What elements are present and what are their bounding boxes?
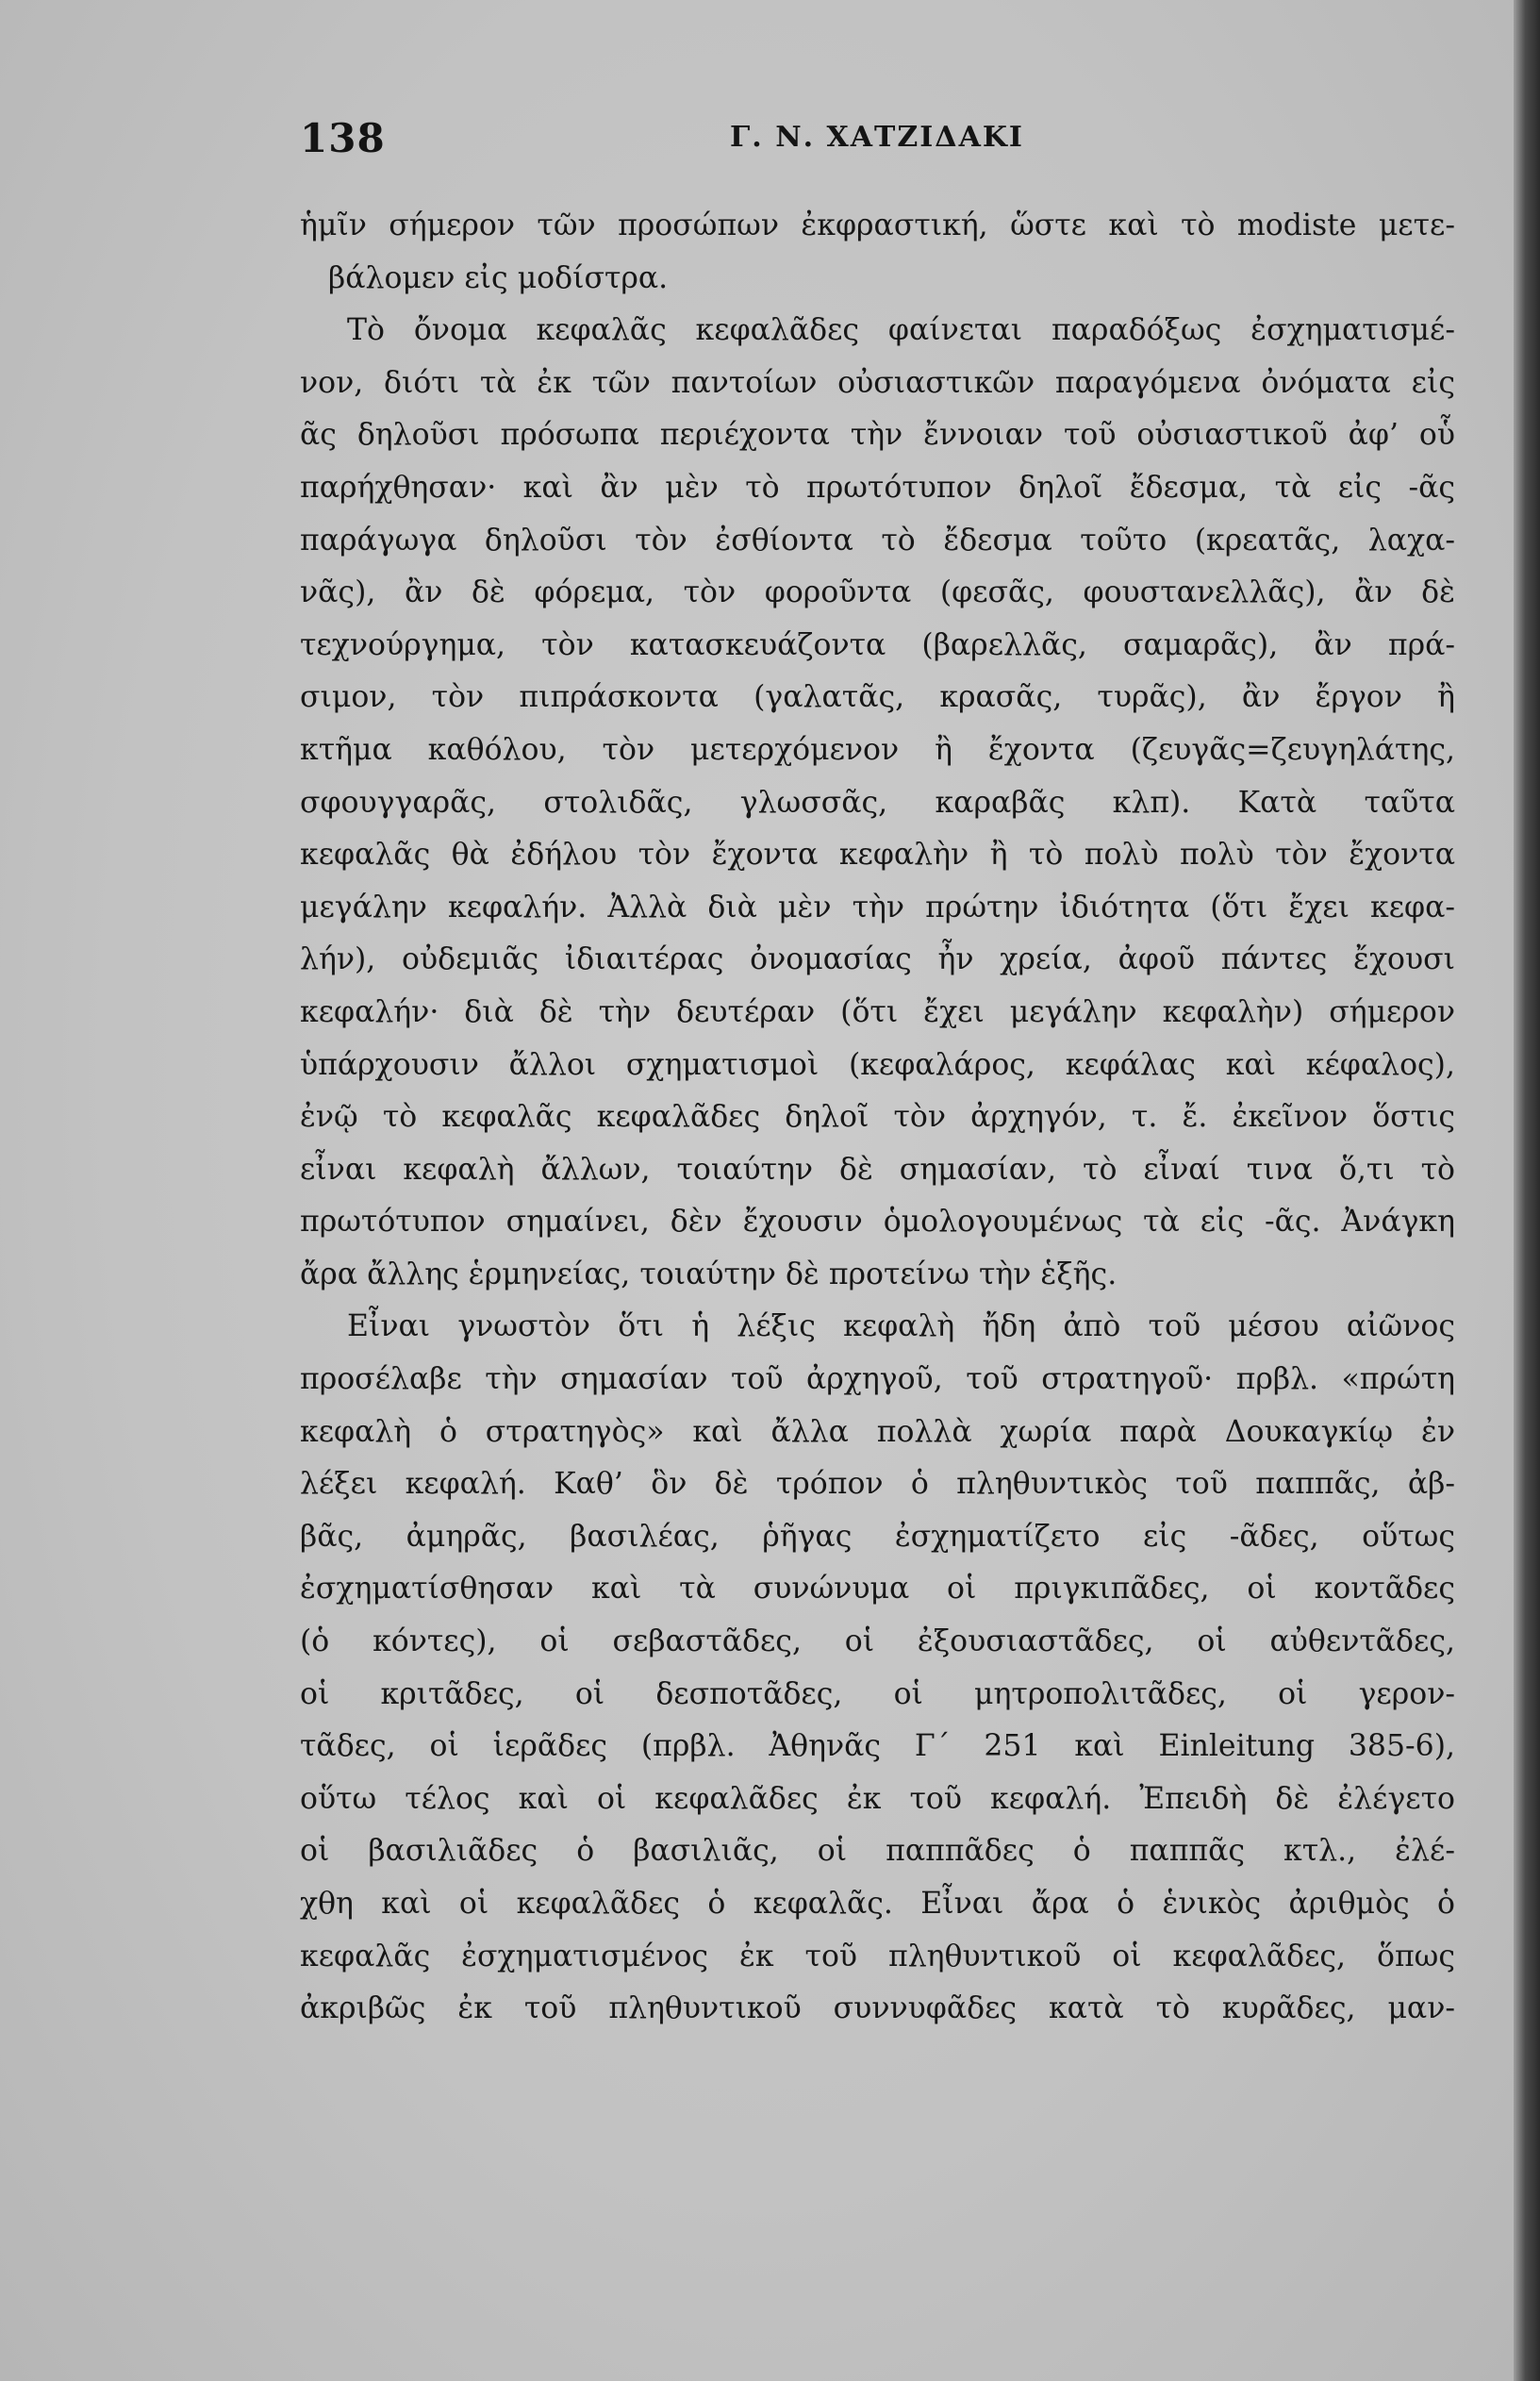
text-line: λήν), οὐδεμιᾶς ἰδιαιτέρας ὀνομασίας ἦν χρεία, ἀφοῦ πάντες ἔχουσι	[300, 942, 1455, 977]
scan-binding-edge	[1514, 0, 1540, 2381]
text-line: βᾶς, ἀμηρᾶς, βασιλέας, ῥῆγας ἐσχηματίζετο εἰς -ᾶδες, οὕτως	[300, 1519, 1455, 1554]
text-line: εἶναι κεφαλὴ ἄλλων, τοιαύτην δὲ σημασίαν, τὸ εἶναί τινα ὅ,τι τὸ	[300, 1152, 1455, 1187]
text-line: Εἶναι γνωστὸν ὅτι ἡ λέξις κεφαλὴ ἤδη ἀπὸ τοῦ μέσου αἰῶνος	[347, 1309, 1455, 1344]
text-line: τᾶδες, οἱ ἱερᾶδες (πρβλ. Ἀθηνᾶς Γ΄ 251 καὶ Einleitung 385-6),	[300, 1729, 1455, 1764]
text-line: (ὁ κόντες), οἱ σεβαστᾶδες, οἱ ἐξουσιαστᾶδες, οἱ αὐθεντᾶδες,	[300, 1624, 1455, 1659]
body-text	[300, 200, 1455, 2036]
text-line: Τὸ ὄνομα κεφαλᾶς κεφαλᾶδες φαίνεται παραδόξως ἐσχηματισμέ-	[347, 313, 1455, 348]
text-line: τεχνούργημα, τὸν κατασκευάζοντα (βαρελλᾶς, σαμαρᾶς), ἂν πρά-	[300, 627, 1455, 662]
text-line: λέξει κεφαλή. Καθ’ ὃν δὲ τρόπον ὁ πληθυντικὸς τοῦ παππᾶς, ἀβ-	[300, 1467, 1455, 1502]
text-line: κτῆμα καθόλου, τὸν μετερχόμενον ἢ ἔχοντα (ζευγᾶς=ζευγηλάτης,	[300, 732, 1455, 767]
text-line: κεφαλὴ ὁ στρατηγὸς» καὶ ἄλλα πολλὰ χωρία παρὰ Δουκαγκίῳ ἐν	[300, 1414, 1455, 1449]
text-line: οἱ κριτᾶδες, οἱ δεσποτᾶδες, οἱ μητροπολιτᾶδες, οἱ γερον-	[300, 1676, 1455, 1711]
text-line: βάλομεν εἰς μοδίστρα.	[328, 260, 669, 295]
text-line: ᾶς δηλοῦσι πρόσωπα περιέχοντα τὴν ἔννοιαν τοῦ οὐσιαστικοῦ ἀφ’ οὗ	[300, 418, 1455, 453]
text-line: κεφαλᾶς ἐσχηματισμένος ἐκ τοῦ πληθυντικοῦ οἱ κεφαλᾶδες, ὅπως	[300, 1939, 1455, 1973]
text-line: παράγωγα δηλοῦσι τὸν ἐσθίοντα τὸ ἔδεσμα τοῦτο (κρεατᾶς, λαχα-	[300, 523, 1455, 558]
text-line: ἐνῷ τὸ κεφαλᾶς κεφαλᾶδες δηλοῖ τὸν ἀρχηγόν, τ. ἔ. ἐκεῖνον ὅστις	[300, 1100, 1455, 1135]
text-line: παρήχθησαν· καὶ ἂν μὲν τὸ πρωτότυπον δηλοῖ ἔδεσμα, τὰ εἰς -ᾶς	[300, 470, 1455, 505]
text-line: νᾶς), ἂν δὲ φόρεμα, τὸν φοροῦντα (φεσᾶς, φουστανελλᾶς), ἂν δὲ	[300, 575, 1455, 610]
text-line: κεφαλᾶς θὰ ἐδήλου τὸν ἔχοντα κεφαλὴν ἢ τὸ πολὺ πολὺ τὸν ἔχοντα	[300, 838, 1455, 873]
text-line: οὕτω τέλος καὶ οἱ κεφαλᾶδες ἐκ τοῦ κεφαλή. Ἐπειδὴ δὲ ἐλέγετο	[300, 1781, 1455, 1816]
text-line: ἡμῖν σήμερον τῶν προσώπων ἐκφραστική, ὥστε καὶ τὸ modiste μετε-	[300, 208, 1455, 242]
text-line: νον, διότι τὰ ἐκ τῶν παντοίων οὐσιαστικῶν παραγόμενα ὀνόματα εἰς	[300, 365, 1455, 400]
text-line: σφουγγαρᾶς, στολιδᾶς, γλωσσᾶς, καραβᾶς κλπ). Κατὰ ταῦτα	[300, 785, 1455, 820]
text-line: προσέλαβε τὴν σημασίαν τοῦ ἀρχηγοῦ, τοῦ στρατηγοῦ· πρβλ. «πρώτη	[300, 1362, 1455, 1397]
text-line: ὑπάρχουσιν ἄλλοι σχηματισμοὶ (κεφαλάρος, κεφάλας καὶ κέφαλος),	[300, 1047, 1455, 1082]
text-line: σιμον, τὸν πιπράσκοντα (γαλατᾶς, κρασᾶς, τυρᾶς), ἂν ἔργον ἢ	[300, 680, 1455, 715]
author-header: Γ. Ν. ΧΑΤΖΙΔΑΚΙ	[730, 121, 1024, 154]
text-line: μεγάλην κεφαλήν. Ἀλλὰ διὰ μὲν τὴν πρώτην ἰδιότητα (ὅτι ἔχει κεφα-	[300, 890, 1455, 924]
text-line: χθη καὶ οἱ κεφαλᾶδες ὁ κεφαλᾶς. Εἶναι ἄρα ὁ ἑνικὸς ἀριθμὸς ὁ	[300, 1887, 1455, 1921]
text-line: κεφαλήν· διὰ δὲ τὴν δευτέραν (ὅτι ἔχει μεγάλην κεφαλὴν) σήμερον	[300, 994, 1455, 1029]
text-line: ἄρα ἄλλης ἑρμηνείας, τοιαύτην δὲ προτείνω τὴν ἑξῆς.	[300, 1257, 1118, 1291]
text-line: ἐσχηματίσθησαν καὶ τὰ συνώνυμα οἱ πριγκιπᾶδες, οἱ κοντᾶδες	[300, 1572, 1455, 1607]
running-head	[300, 115, 1455, 172]
text-line: οἱ βασιλιᾶδες ὁ βασιλιᾶς, οἱ παππᾶδες ὁ παππᾶς κτλ., ἐλέ-	[300, 1834, 1455, 1869]
text-line: πρωτότυπον σημαίνει, δὲν ἔχουσιν ὁμολογουμένως τὰ εἰς -ᾶς. Ἀνάγκη	[300, 1205, 1455, 1240]
page-number: 138	[300, 115, 386, 161]
text-line: ἀκριβῶς ἐκ τοῦ πληθυντικοῦ συννυφᾶδες κατὰ τὸ κυρᾶδες, μαν-	[300, 1991, 1455, 2026]
